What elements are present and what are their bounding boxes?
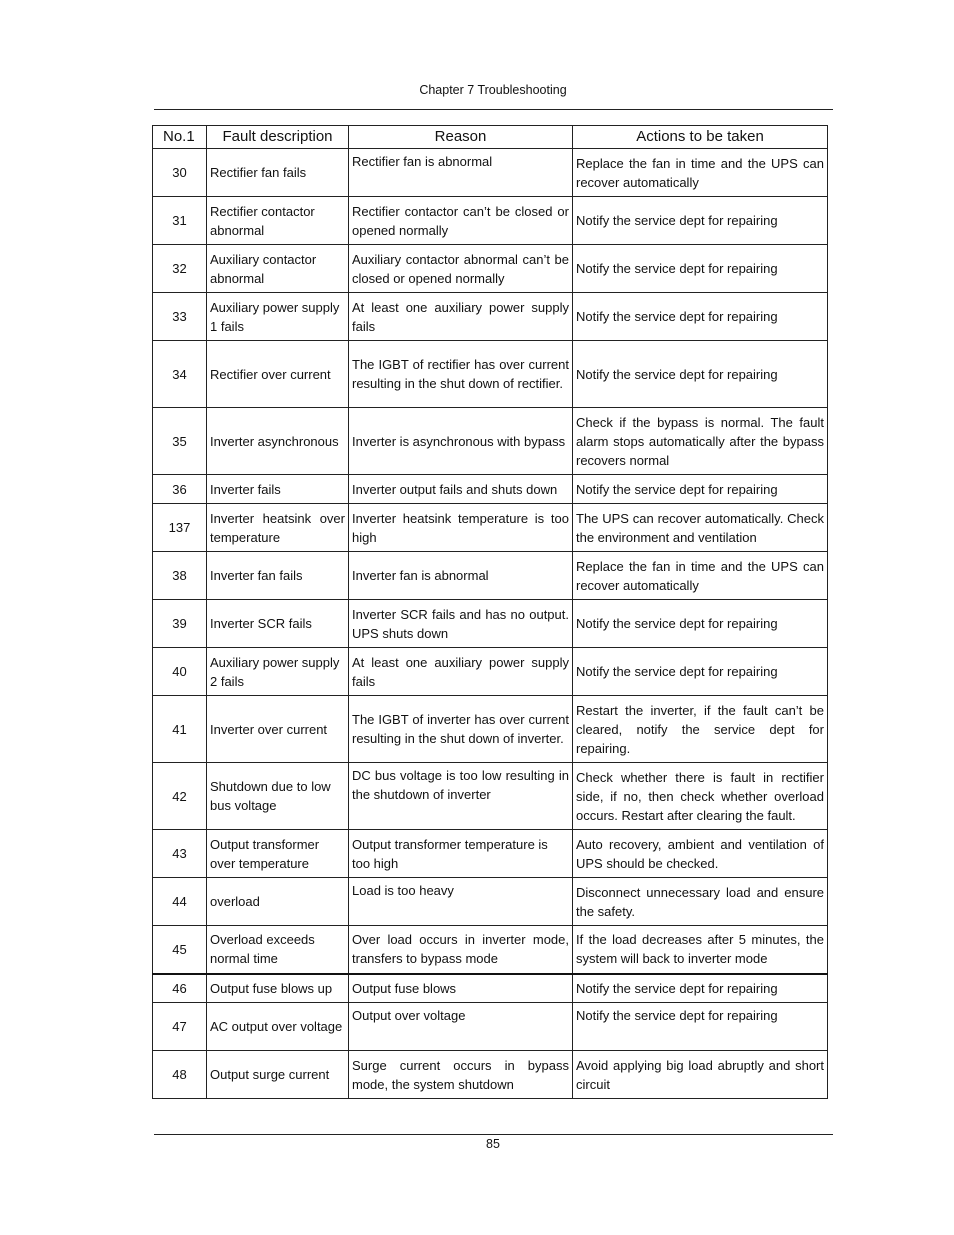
fault-number: 31: [153, 197, 207, 245]
fault-reason: Inverter is asynchronous with bypass: [349, 408, 573, 475]
fault-reason: Rectifier contactor can’t be closed or opened normally: [349, 197, 573, 245]
fault-action: Notify the service dept for repairing: [573, 197, 828, 245]
column-header-action: Actions to be taken: [573, 126, 828, 149]
table-row: [153, 648, 828, 696]
fault-description: Inverter over current: [207, 696, 349, 763]
table-row: [153, 341, 828, 408]
table-row: [153, 830, 828, 878]
fault-description: Shutdown due to low bus voltage: [207, 763, 349, 830]
table-row: [153, 763, 828, 830]
fault-description: Output surge current: [207, 1051, 349, 1099]
fault-reason: At least one auxiliary power supply fails: [349, 293, 573, 341]
fault-action: Check if the bypass is normal. The fault alarm stops automatically after the bypass recovers normal: [573, 408, 828, 475]
fault-description: Inverter asynchronous: [207, 408, 349, 475]
fault-description: Inverter fan fails: [207, 552, 349, 600]
fault-description: Output transformer over temperature: [207, 830, 349, 878]
fault-description: Rectifier contactor abnormal: [207, 197, 349, 245]
fault-number: 34: [153, 341, 207, 408]
table-row: [153, 974, 828, 1003]
fault-action: Auto recovery, ambient and ventilation of UPS should be checked.: [573, 830, 828, 878]
table-row: [153, 1003, 828, 1051]
fault-action: Avoid applying big load abruptly and short circuit: [573, 1051, 828, 1099]
fault-number: 41: [153, 696, 207, 763]
fault-action: Replace the fan in time and the UPS can recover automatically: [573, 552, 828, 600]
table-row: [153, 552, 828, 600]
fault-number: 48: [153, 1051, 207, 1099]
column-header-reason: Reason: [349, 126, 573, 149]
fault-reason: DC bus voltage is too low resulting in the shutdown of inverter: [349, 763, 573, 830]
fault-reason: Rectifier fan is abnormal: [349, 149, 573, 197]
table-row: [153, 504, 828, 552]
table-row: [153, 197, 828, 245]
fault-reason: Over load occurs in inverter mode, transfers to bypass mode: [349, 926, 573, 974]
fault-description: Inverter SCR fails: [207, 600, 349, 648]
page-number: 85: [486, 1137, 500, 1151]
table-row: [153, 149, 828, 197]
header-rule: [154, 109, 833, 110]
fault-action: The UPS can recover automatically. Check the environment and ventilation: [573, 504, 828, 552]
fault-reason: Surge current occurs in bypass mode, the system shutdown: [349, 1051, 573, 1099]
table-row: [153, 878, 828, 926]
fault-number: 40: [153, 648, 207, 696]
fault-action: Notify the service dept for repairing: [573, 648, 828, 696]
fault-reason: Inverter SCR fails and has no output. UPS shuts down: [349, 600, 573, 648]
footer-rule: [154, 1134, 833, 1135]
fault-description: Rectifier over current: [207, 341, 349, 408]
fault-description: AC output over voltage: [207, 1003, 349, 1051]
fault-reason: Auxiliary contactor abnormal can’t be closed or opened normally: [349, 245, 573, 293]
fault-reason: Inverter heatsink temperature is too high: [349, 504, 573, 552]
table-row: [153, 408, 828, 475]
fault-reason: Output over voltage: [349, 1003, 573, 1051]
table-row: [153, 293, 828, 341]
fault-number: 44: [153, 878, 207, 926]
fault-action: Check whether there is fault in rectifier side, if no, then check whether overload occurs. Restart after clearing the fault.: [573, 763, 828, 830]
fault-action: Notify the service dept for repairing: [573, 1003, 828, 1051]
fault-number: 36: [153, 475, 207, 504]
fault-reason: The IGBT of inverter has over current resulting in the shut down of inverter.: [349, 696, 573, 763]
fault-action: Notify the service dept for repairing: [573, 341, 828, 408]
table-row: [153, 696, 828, 763]
fault-action: Notify the service dept for repairing: [573, 245, 828, 293]
fault-number: 42: [153, 763, 207, 830]
fault-number: 32: [153, 245, 207, 293]
fault-action: Replace the fan in time and the UPS can recover automatically: [573, 149, 828, 197]
fault-number: 43: [153, 830, 207, 878]
fault-reason: Output transformer temperature is too high: [349, 830, 573, 878]
fault-description: Auxiliary power supply 2 fails: [207, 648, 349, 696]
fault-reason: At least one auxiliary power supply fails: [349, 648, 573, 696]
fault-description: Auxiliary contactor abnormal: [207, 245, 349, 293]
troubleshooting-table: [152, 125, 828, 1099]
fault-number: 38: [153, 552, 207, 600]
fault-reason: Output fuse blows: [349, 974, 573, 1003]
fault-number: 35: [153, 408, 207, 475]
fault-description: Rectifier fan fails: [207, 149, 349, 197]
table-row: [153, 600, 828, 648]
fault-reason: Inverter fan is abnormal: [349, 552, 573, 600]
table-row: [153, 475, 828, 504]
fault-reason: The IGBT of rectifier has over current resulting in the shut down of rectifier.: [349, 341, 573, 408]
fault-description: Overload exceeds normal time: [207, 926, 349, 974]
table-row: [153, 245, 828, 293]
fault-description: Auxiliary power supply 1 fails: [207, 293, 349, 341]
fault-number: 33: [153, 293, 207, 341]
fault-reason: Inverter output fails and shuts down: [349, 475, 573, 504]
column-header-no: No.1: [153, 126, 207, 149]
table-row: [153, 926, 828, 974]
fault-description: Inverter fails: [207, 475, 349, 504]
fault-number: 46: [153, 974, 207, 1003]
column-header-fault: Fault description: [207, 126, 349, 149]
fault-description: Inverter heatsink over temperature: [207, 504, 349, 552]
fault-number: 39: [153, 600, 207, 648]
fault-action: Notify the service dept for repairing: [573, 293, 828, 341]
fault-action: Notify the service dept for repairing: [573, 600, 828, 648]
fault-number: 47: [153, 1003, 207, 1051]
fault-action: Disconnect unnecessary load and ensure the safety.: [573, 878, 828, 926]
fault-number: 45: [153, 926, 207, 974]
fault-number: 137: [153, 504, 207, 552]
table-row: [153, 1051, 828, 1099]
fault-description: overload: [207, 878, 349, 926]
fault-action: If the load decreases after 5 minutes, the system will back to inverter mode: [573, 926, 828, 974]
fault-reason: Load is too heavy: [349, 878, 573, 926]
fault-number: 30: [153, 149, 207, 197]
fault-action: Notify the service dept for repairing: [573, 475, 828, 504]
table-header-row: [153, 126, 828, 149]
chapter-header: Chapter 7 Troubleshooting: [419, 83, 567, 97]
fault-action: Notify the service dept for repairing: [573, 974, 828, 1003]
fault-description: Output fuse blows up: [207, 974, 349, 1003]
fault-action: Restart the inverter, if the fault can’t be cleared, notify the service dept for repairing.: [573, 696, 828, 763]
